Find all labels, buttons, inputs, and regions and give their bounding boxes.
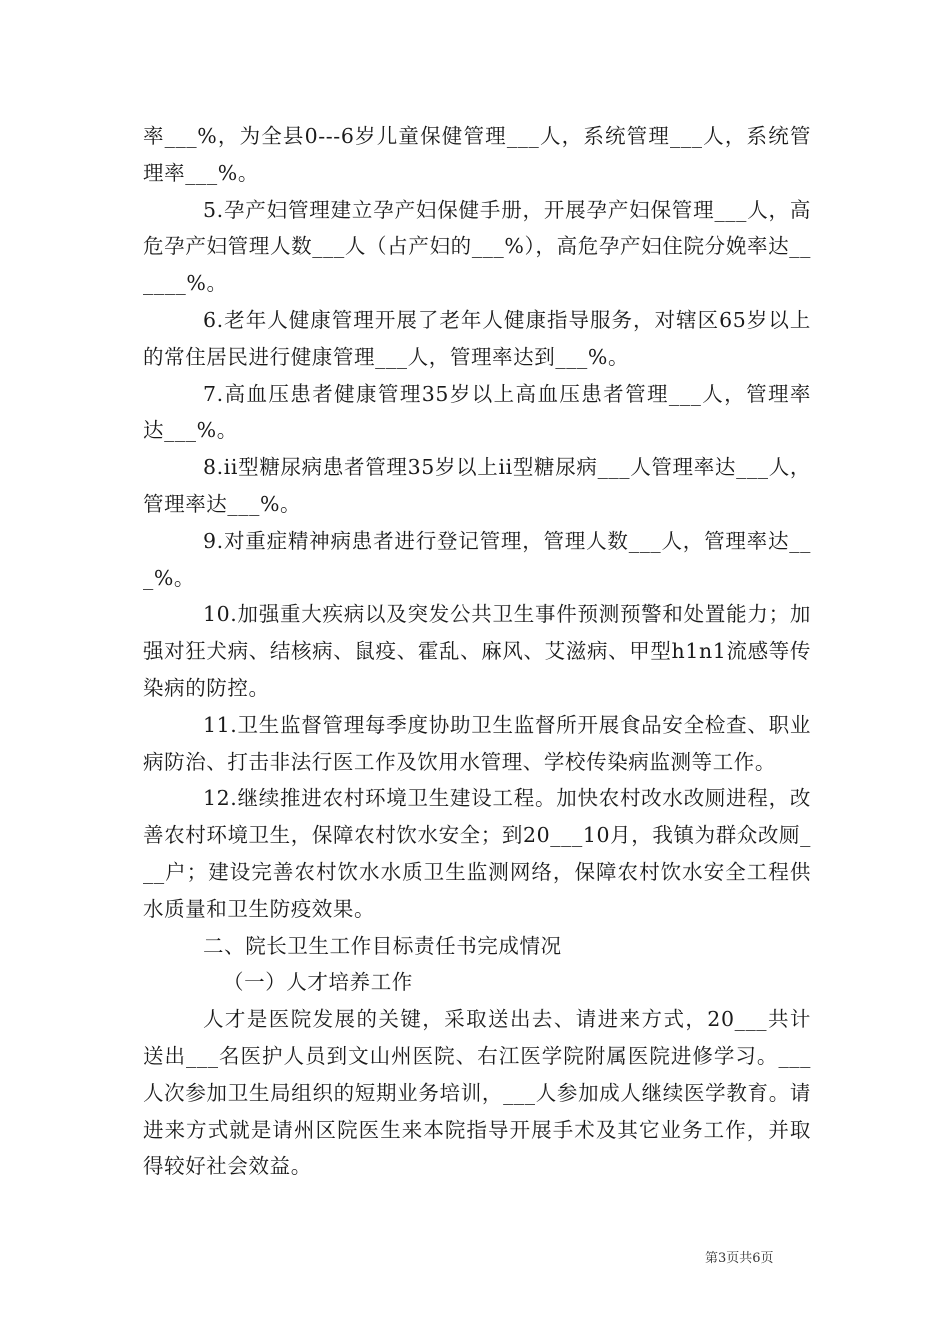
paragraph-mental-illness: 9.对重症精神病患者进行登记管理，管理人数___人，管理率达___%。 bbox=[143, 528, 811, 590]
paragraph-maternal-management: 5.孕产妇管理建立孕产妇保健手册，开展孕产妇保管理___人，高危孕产妇管理人数___人（占产妇的___%），高危孕产妇住院分娩率达______%。 bbox=[143, 197, 811, 296]
paragraph-health-supervision: 11.卫生监督管理每季度协助卫生监督所开展食品安全检查、职业病防治、打击非法行医工作及饮用水管理、学校传染病监测等工作。 bbox=[143, 712, 811, 774]
document-body bbox=[143, 118, 811, 1185]
paragraph-diabetes: 8.ii型糖尿病患者管理35岁以上ii型糖尿病___人管理率达___人，管理率达___%。 bbox=[143, 455, 811, 516]
paragraph-rural-sanitation: 12.继续推进农村环境卫生建设工程。加快农村改水改厕进程，改善农村环境卫生，保障农村饮水安全；到20___10月，我镇为群众改厕___户；建设完善农村饮水水质卫生监测网络，保障农村饮水安全工程供水质量和卫生防疫效果。 bbox=[143, 786, 811, 921]
paragraph-disease-prevention: 10.加强重大疾病以及突发公共卫生事件预测预警和处置能力；加强对狂犬病、结核病、鼠疫、霍乱、麻风、艾滋病、甲型h1n1流感等传染病的防控。 bbox=[143, 602, 811, 700]
paragraph-hypertension: 7.高血压患者健康管理35岁以上高血压患者管理___人，管理率达___%。 bbox=[143, 381, 811, 443]
page-number-footer: 第3页共6页 bbox=[705, 1251, 774, 1266]
paragraph-elderly-health: 6.老年人健康管理开展了老年人健康指导服务，对辖区65岁以上的常住居民进行健康管理___人，管理率达到___%。 bbox=[143, 307, 811, 369]
subsection-heading-talent: （一）人才培养工作 bbox=[223, 970, 413, 995]
section-heading-2: 二、院长卫生工作目标责任书完成情况 bbox=[203, 933, 562, 958]
paragraph-child-health-rate: 率___%，为全县0---6岁儿童保健管理___人，系统管理___人，系统管理率___%。 bbox=[143, 124, 811, 185]
paragraph-talent-training: 人才是医院发展的关键，采取送出去、请进来方式，20___共计送出___名医护人员到文山州医院、右江医学院附属医院进修学习。___人次参加卫生局组织的短期业务培训，___人参加成人继续医学教育。请进来方式就是请州区院医生来本院指导开展手术及其它业务工作，并取得较好社会效益。 bbox=[143, 1007, 811, 1179]
